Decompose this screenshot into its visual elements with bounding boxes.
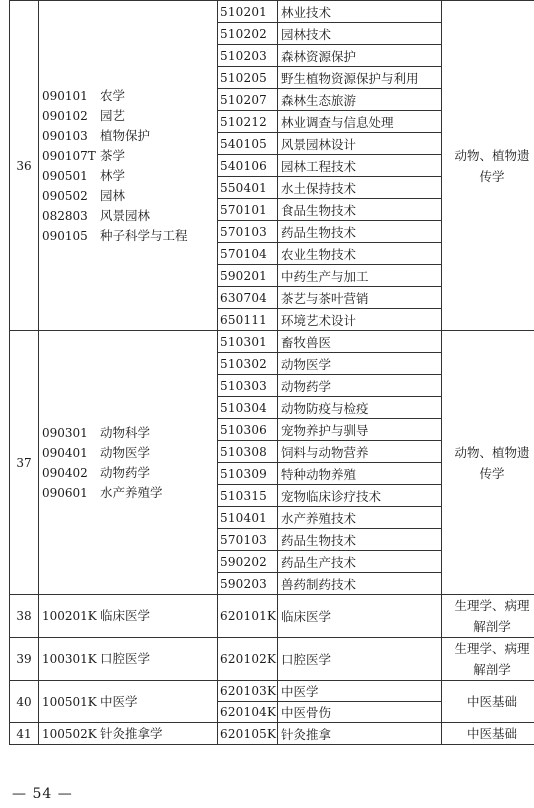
vocational-major-name: 园林技术 [278, 23, 442, 45]
vocational-major-name: 宠物临床诊疗技术 [278, 485, 442, 507]
exam-course-cell [442, 638, 534, 681]
row-number: 39 [10, 638, 39, 681]
major-code: 090101 [42, 88, 88, 103]
vocational-major-code: 510301 [218, 331, 278, 353]
exam-course-cell [442, 331, 534, 595]
major-name: 农学 [100, 87, 126, 103]
vocational-major-code: 510207 [218, 89, 278, 111]
major-name: 园艺 [100, 107, 126, 123]
exam-course-cell [442, 1, 534, 331]
table-row [10, 638, 534, 681]
major-correspondence-table [9, 0, 534, 745]
vocational-major-name: 兽药制药技术 [278, 573, 442, 595]
vocational-major-name: 动物医学 [278, 353, 442, 375]
major-entry [42, 186, 217, 206]
vocational-major-code: 620105K [218, 723, 278, 745]
vocational-major-name: 动物防疫与检疫 [278, 397, 442, 419]
vocational-major-code: 510401 [218, 507, 278, 529]
vocational-major-code: 620101K [218, 595, 278, 638]
vocational-major-name: 畜牧兽医 [278, 331, 442, 353]
vocational-major-name: 森林资源保护 [278, 45, 442, 67]
table-row [10, 331, 534, 353]
major-code: 100501K [42, 694, 97, 709]
major-code: 090301 [42, 425, 88, 440]
vocational-major-code: 510303 [218, 375, 278, 397]
vocational-major-code: 510202 [218, 23, 278, 45]
vocational-major-name: 林业调查与信息处理 [278, 111, 442, 133]
table-row [10, 595, 534, 638]
vocational-major-code: 590202 [218, 551, 278, 573]
major-entry [42, 423, 217, 443]
vocational-major-name: 动物药学 [278, 375, 442, 397]
vocational-major-code: 510203 [218, 45, 278, 67]
vocational-major-code: 620104K [218, 702, 278, 723]
row-number: 37 [10, 331, 39, 595]
major-code: 090105 [42, 228, 88, 243]
major-name: 水产养殖学 [100, 484, 163, 500]
vocational-major-name: 中医骨伤 [278, 702, 442, 723]
vocational-major-code: 630704 [218, 287, 278, 309]
major-code: 090107T [42, 148, 96, 163]
major-entry [42, 606, 217, 626]
major-entry [42, 126, 217, 146]
vocational-major-code: 570103 [218, 529, 278, 551]
major-name: 种子科学与工程 [100, 227, 188, 243]
major-code: 090401 [42, 445, 88, 460]
row-number: 38 [10, 595, 39, 638]
exam-course: 中医基础 [466, 694, 517, 709]
major-name: 动物药学 [100, 464, 151, 480]
exam-course: 动物、植物遗传学 [454, 147, 530, 184]
major-name: 临床医学 [100, 608, 151, 623]
vocational-major-code: 570103 [218, 221, 278, 243]
major-entry [42, 106, 217, 126]
vocational-major-name: 茶艺与茶叶营销 [278, 287, 442, 309]
major-code: 090102 [42, 108, 88, 123]
major-entry [42, 463, 217, 483]
vocational-major-code: 510205 [218, 67, 278, 89]
row-number: 40 [10, 681, 39, 723]
vocational-major-name: 风景园林设计 [278, 133, 442, 155]
undergraduate-majors-cell [39, 638, 218, 681]
vocational-major-code: 510304 [218, 397, 278, 419]
vocational-major-name: 园林工程技术 [278, 155, 442, 177]
vocational-major-code: 570101 [218, 199, 278, 221]
page-number: — 54 — [12, 786, 73, 802]
vocational-major-name: 口腔医学 [278, 638, 442, 681]
vocational-major-name: 针灸推拿 [278, 723, 442, 745]
major-entry [42, 166, 217, 186]
major-name: 动物医学 [100, 444, 151, 460]
major-code: 090601 [42, 485, 88, 500]
major-entry [42, 649, 217, 669]
exam-course: 生理学、病理解剖学 [454, 641, 530, 677]
vocational-major-name: 水产养殖技术 [278, 507, 442, 529]
vocational-major-name: 中药生产与加工 [278, 265, 442, 287]
major-entry [42, 692, 217, 712]
vocational-major-code: 620102K [218, 638, 278, 681]
vocational-major-name: 临床医学 [278, 595, 442, 638]
major-entry [42, 206, 217, 226]
major-name: 中医学 [100, 693, 138, 709]
vocational-major-code: 550401 [218, 177, 278, 199]
major-code: 090402 [42, 465, 88, 480]
vocational-major-name: 药品生物技术 [278, 529, 442, 551]
exam-course: 生理学、病理解剖学 [454, 598, 530, 634]
undergraduate-majors-cell [39, 331, 218, 595]
table-row [10, 681, 534, 702]
major-code: 100201K [42, 609, 97, 623]
vocational-major-name: 宠物养护与驯导 [278, 419, 442, 441]
major-code: 090502 [42, 188, 88, 203]
vocational-major-name: 药品生物技术 [278, 221, 442, 243]
exam-course: 中医基础 [466, 726, 517, 741]
major-code: 082803 [42, 208, 88, 223]
exam-course-cell [442, 595, 534, 638]
vocational-major-code: 590201 [218, 265, 278, 287]
vocational-major-name: 环境艺术设计 [278, 309, 442, 331]
vocational-major-code: 510308 [218, 441, 278, 463]
vocational-major-code: 590203 [218, 573, 278, 595]
undergraduate-majors-cell [39, 681, 218, 723]
table-row [10, 723, 534, 745]
vocational-major-name: 野生植物资源保护与利用 [278, 67, 442, 89]
major-name: 植物保护 [100, 127, 151, 143]
vocational-major-code: 650111 [218, 309, 278, 331]
vocational-major-name: 特种动物养殖 [278, 463, 442, 485]
vocational-major-code: 540105 [218, 133, 278, 155]
table-row [10, 1, 534, 23]
vocational-major-name: 食品生物技术 [278, 199, 442, 221]
major-name: 针灸推拿学 [100, 725, 163, 741]
vocational-major-name: 森林生态旅游 [278, 89, 442, 111]
vocational-major-code: 540106 [218, 155, 278, 177]
vocational-major-code: 570104 [218, 243, 278, 265]
vocational-major-code: 510315 [218, 485, 278, 507]
vocational-major-name: 中医学 [278, 681, 442, 702]
vocational-major-code: 510302 [218, 353, 278, 375]
exam-course-cell [442, 681, 534, 723]
vocational-major-name: 药品生产技术 [278, 551, 442, 573]
major-entry [42, 443, 217, 463]
major-code: 100301K [42, 652, 97, 666]
vocational-major-code: 510212 [218, 111, 278, 133]
vocational-major-code: 510201 [218, 1, 278, 23]
table-body [10, 1, 534, 745]
exam-course: 动物、植物遗传学 [454, 444, 530, 481]
major-name: 口腔医学 [100, 651, 151, 666]
vocational-major-code: 510306 [218, 419, 278, 441]
major-name: 风景园林 [100, 207, 151, 223]
major-entry [42, 724, 217, 744]
major-entry [42, 86, 217, 106]
vocational-major-code: 620103K [218, 681, 278, 702]
major-entry [42, 483, 217, 503]
major-name: 园林 [100, 187, 126, 203]
undergraduate-majors-cell [39, 595, 218, 638]
major-name: 林学 [100, 167, 126, 183]
row-number: 41 [10, 723, 39, 745]
vocational-major-name: 饲料与动物营养 [278, 441, 442, 463]
major-code: 100502K [42, 726, 97, 741]
row-number: 36 [10, 1, 39, 331]
undergraduate-majors-cell [39, 723, 218, 745]
major-name: 茶学 [100, 147, 126, 163]
vocational-major-name: 林业技术 [278, 1, 442, 23]
vocational-major-name: 农业生物技术 [278, 243, 442, 265]
exam-course-cell [442, 723, 534, 745]
major-name: 动物科学 [100, 424, 151, 440]
major-code: 090501 [42, 168, 88, 183]
vocational-major-code: 510309 [218, 463, 278, 485]
major-code: 090103 [42, 128, 88, 143]
major-entry [42, 146, 217, 166]
undergraduate-majors-cell [39, 1, 218, 331]
vocational-major-name: 水土保持技术 [278, 177, 442, 199]
major-entry [42, 226, 217, 246]
